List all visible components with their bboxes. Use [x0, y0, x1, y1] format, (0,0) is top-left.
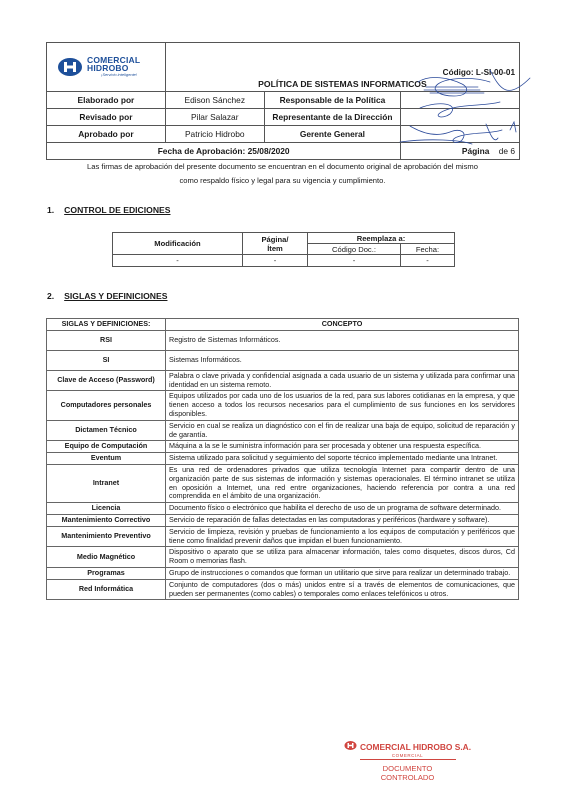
term-cell: RSI — [47, 330, 166, 350]
control-ediciones-table — [112, 232, 455, 267]
term-cell: Clave de Acceso (Password) — [47, 370, 166, 391]
term-cell: Mantenimiento Preventivo — [47, 526, 166, 547]
document-title: POLÍTICA DE SISTEMAS INFORMATICOS — [165, 77, 519, 92]
term-cell: Eventum — [47, 453, 166, 465]
col-pagina-item: Página/ Ítem — [243, 233, 308, 255]
aprobado-position: Gerente General — [264, 125, 401, 142]
stamp-logo-icon — [344, 740, 357, 753]
document-code: Código: L-SI-00-01 — [165, 43, 519, 77]
concept-cell: Palabra o clave privada y confidencial asignada a cada usuario de un sistema y utilizada para confirmar una identidad en un sistema remoto. — [166, 370, 519, 391]
aprobado-signature-cell — [401, 125, 520, 142]
cell-pagina: - — [243, 255, 308, 267]
cell-fecha: - — [401, 255, 455, 267]
definitions-table — [46, 318, 519, 600]
approval-date: Fecha de Aprobación: 25/08/2020 — [47, 142, 401, 159]
document-header-table — [46, 42, 520, 160]
approval-note-line2: como respaldo físico y legal para su vigencia y cumplimiento. — [179, 176, 386, 185]
concept-cell: Dispositivo o aparato que se utiliza para almacenar información, tales como disquetes, discos duros, Cd Room o memorias flash. — [166, 547, 519, 568]
col-concepto: CONCEPTO — [166, 319, 519, 331]
term-cell: Dictamen Técnico — [47, 420, 166, 441]
aprobado-name: Patricio Hidrobo — [165, 125, 264, 142]
term-cell: Mantenimiento Correctivo — [47, 514, 166, 526]
col-codigo-doc: Código Doc.: — [308, 244, 401, 255]
term-cell: Computadores personales — [47, 391, 166, 420]
col-reemplaza: Reemplaza a: — [308, 233, 455, 244]
concept-cell: Registro de Sistemas Informáticos. — [166, 330, 519, 350]
stamp-sub: COMERCIAL — [391, 753, 424, 758]
revisado-signature-cell — [401, 108, 520, 125]
controlled-document-stamp — [340, 740, 475, 782]
concept-cell: Sistema utilizado para solicitud y seguimiento del soporte técnico implementado mediante una Intranet. — [166, 453, 519, 465]
section-1-heading: 1. CONTROL DE EDICIONES — [47, 205, 171, 215]
concept-cell: Grupo de instrucciones o comandos que forman un utilitario que sirve para realizar un determinado trabajo. — [166, 567, 519, 579]
stamp-company: COMERCIAL HIDROBO S.A. — [359, 741, 472, 752]
term-cell: Equipo de Computación — [47, 441, 166, 453]
elaborado-position: Responsable de la Política — [264, 91, 401, 108]
term-cell: SI — [47, 350, 166, 370]
term-cell: Intranet — [47, 464, 166, 502]
term-cell: Medio Magnético — [47, 547, 166, 568]
concept-cell: Servicio en cual se realiza un diagnóstico con el fin de realizar una baja de equipo, solicitud de reparación y de garantía. — [166, 420, 519, 441]
concept-cell: Sistemas Informáticos. — [166, 350, 519, 370]
stamp-text: DOCUMENTO CONTROLADO — [380, 764, 435, 782]
approval-note — [30, 160, 535, 188]
col-siglas: SIGLAS Y DEFINICIONES: — [47, 319, 166, 331]
elaborado-signature-cell — [401, 91, 520, 108]
approval-note-line1: Las firmas de aprobación del presente documento se encuentran en el documento original de aprobación del mismo — [87, 162, 478, 171]
concept-cell: Servicio de reparación de fallas detectadas en las computadoras y periféricos (hardware y software). — [166, 514, 519, 526]
revisado-label: Revisado por — [47, 108, 166, 125]
concept-cell: Servicio de limpieza, revisión y pruebas de funcionamiento a los equipos de computación y periféricos que tiene como finalidad prevenir daños que impidan el buen funcionamiento. — [166, 526, 519, 547]
aprobado-label: Aprobado por — [47, 125, 166, 142]
concept-cell: Documento físico o electrónico que habilita el derecho de uso de un programa de software determinado. — [166, 503, 519, 515]
cell-codigo: - — [308, 255, 401, 267]
concept-cell: Es una red de ordenadores privados que utiliza tecnología Internet para compartir dentro de una organización parte de sus sistemas de información y sistemas operacionales. El término intranet se utiliza en oposición a Internet, una red entre organizaciones, haciendo referencia por contra a una red comprendida en el ámbito de una organización. — [166, 464, 519, 502]
term-cell: Red Informática — [47, 579, 166, 600]
cell-modificacion: - — [113, 255, 243, 267]
term-cell: Programas — [47, 567, 166, 579]
col-fecha: Fecha: — [401, 244, 455, 255]
company-slogan: ¡Servicio inteligente! — [101, 72, 138, 78]
company-name-line2: HIDROBO — [87, 63, 129, 74]
section-2-heading: 2. SIGLAS Y DEFINICIONES — [47, 291, 168, 301]
concept-cell: Conjunto de computadores (dos o más) unidos entre sí a través de elementos de comunicaciones, que pueden ser permanentes (como cables) o temporales como enlaces telefónicos u otros. — [166, 579, 519, 600]
term-cell: Licencia — [47, 503, 166, 515]
elaborado-name: Edison Sánchez — [165, 91, 264, 108]
revisado-name: Pilar Salazar — [165, 108, 264, 125]
elaborado-label: Elaborado por — [47, 91, 166, 108]
company-logo-icon — [57, 57, 83, 77]
revisado-position: Representante de la Dirección — [264, 108, 401, 125]
company-logo — [51, 56, 161, 77]
concept-cell: Máquina a la se le suministra información para ser procesada y obtener una respuesta específica. — [166, 441, 519, 453]
concept-cell: Equipos utilizados por cada uno de los usuarios de la red, para sus labores cotidianas en la empresa, y que tienen acceso a todos los recursos necesarios para el cumplimiento de sus funciones en los servidores disponibles. — [166, 391, 519, 420]
logo-cell — [47, 43, 166, 92]
page-number: Página de 6 — [401, 142, 520, 159]
col-modificacion: Modificación — [113, 233, 243, 255]
company-name-line1: COMERCIAL — [87, 55, 141, 66]
